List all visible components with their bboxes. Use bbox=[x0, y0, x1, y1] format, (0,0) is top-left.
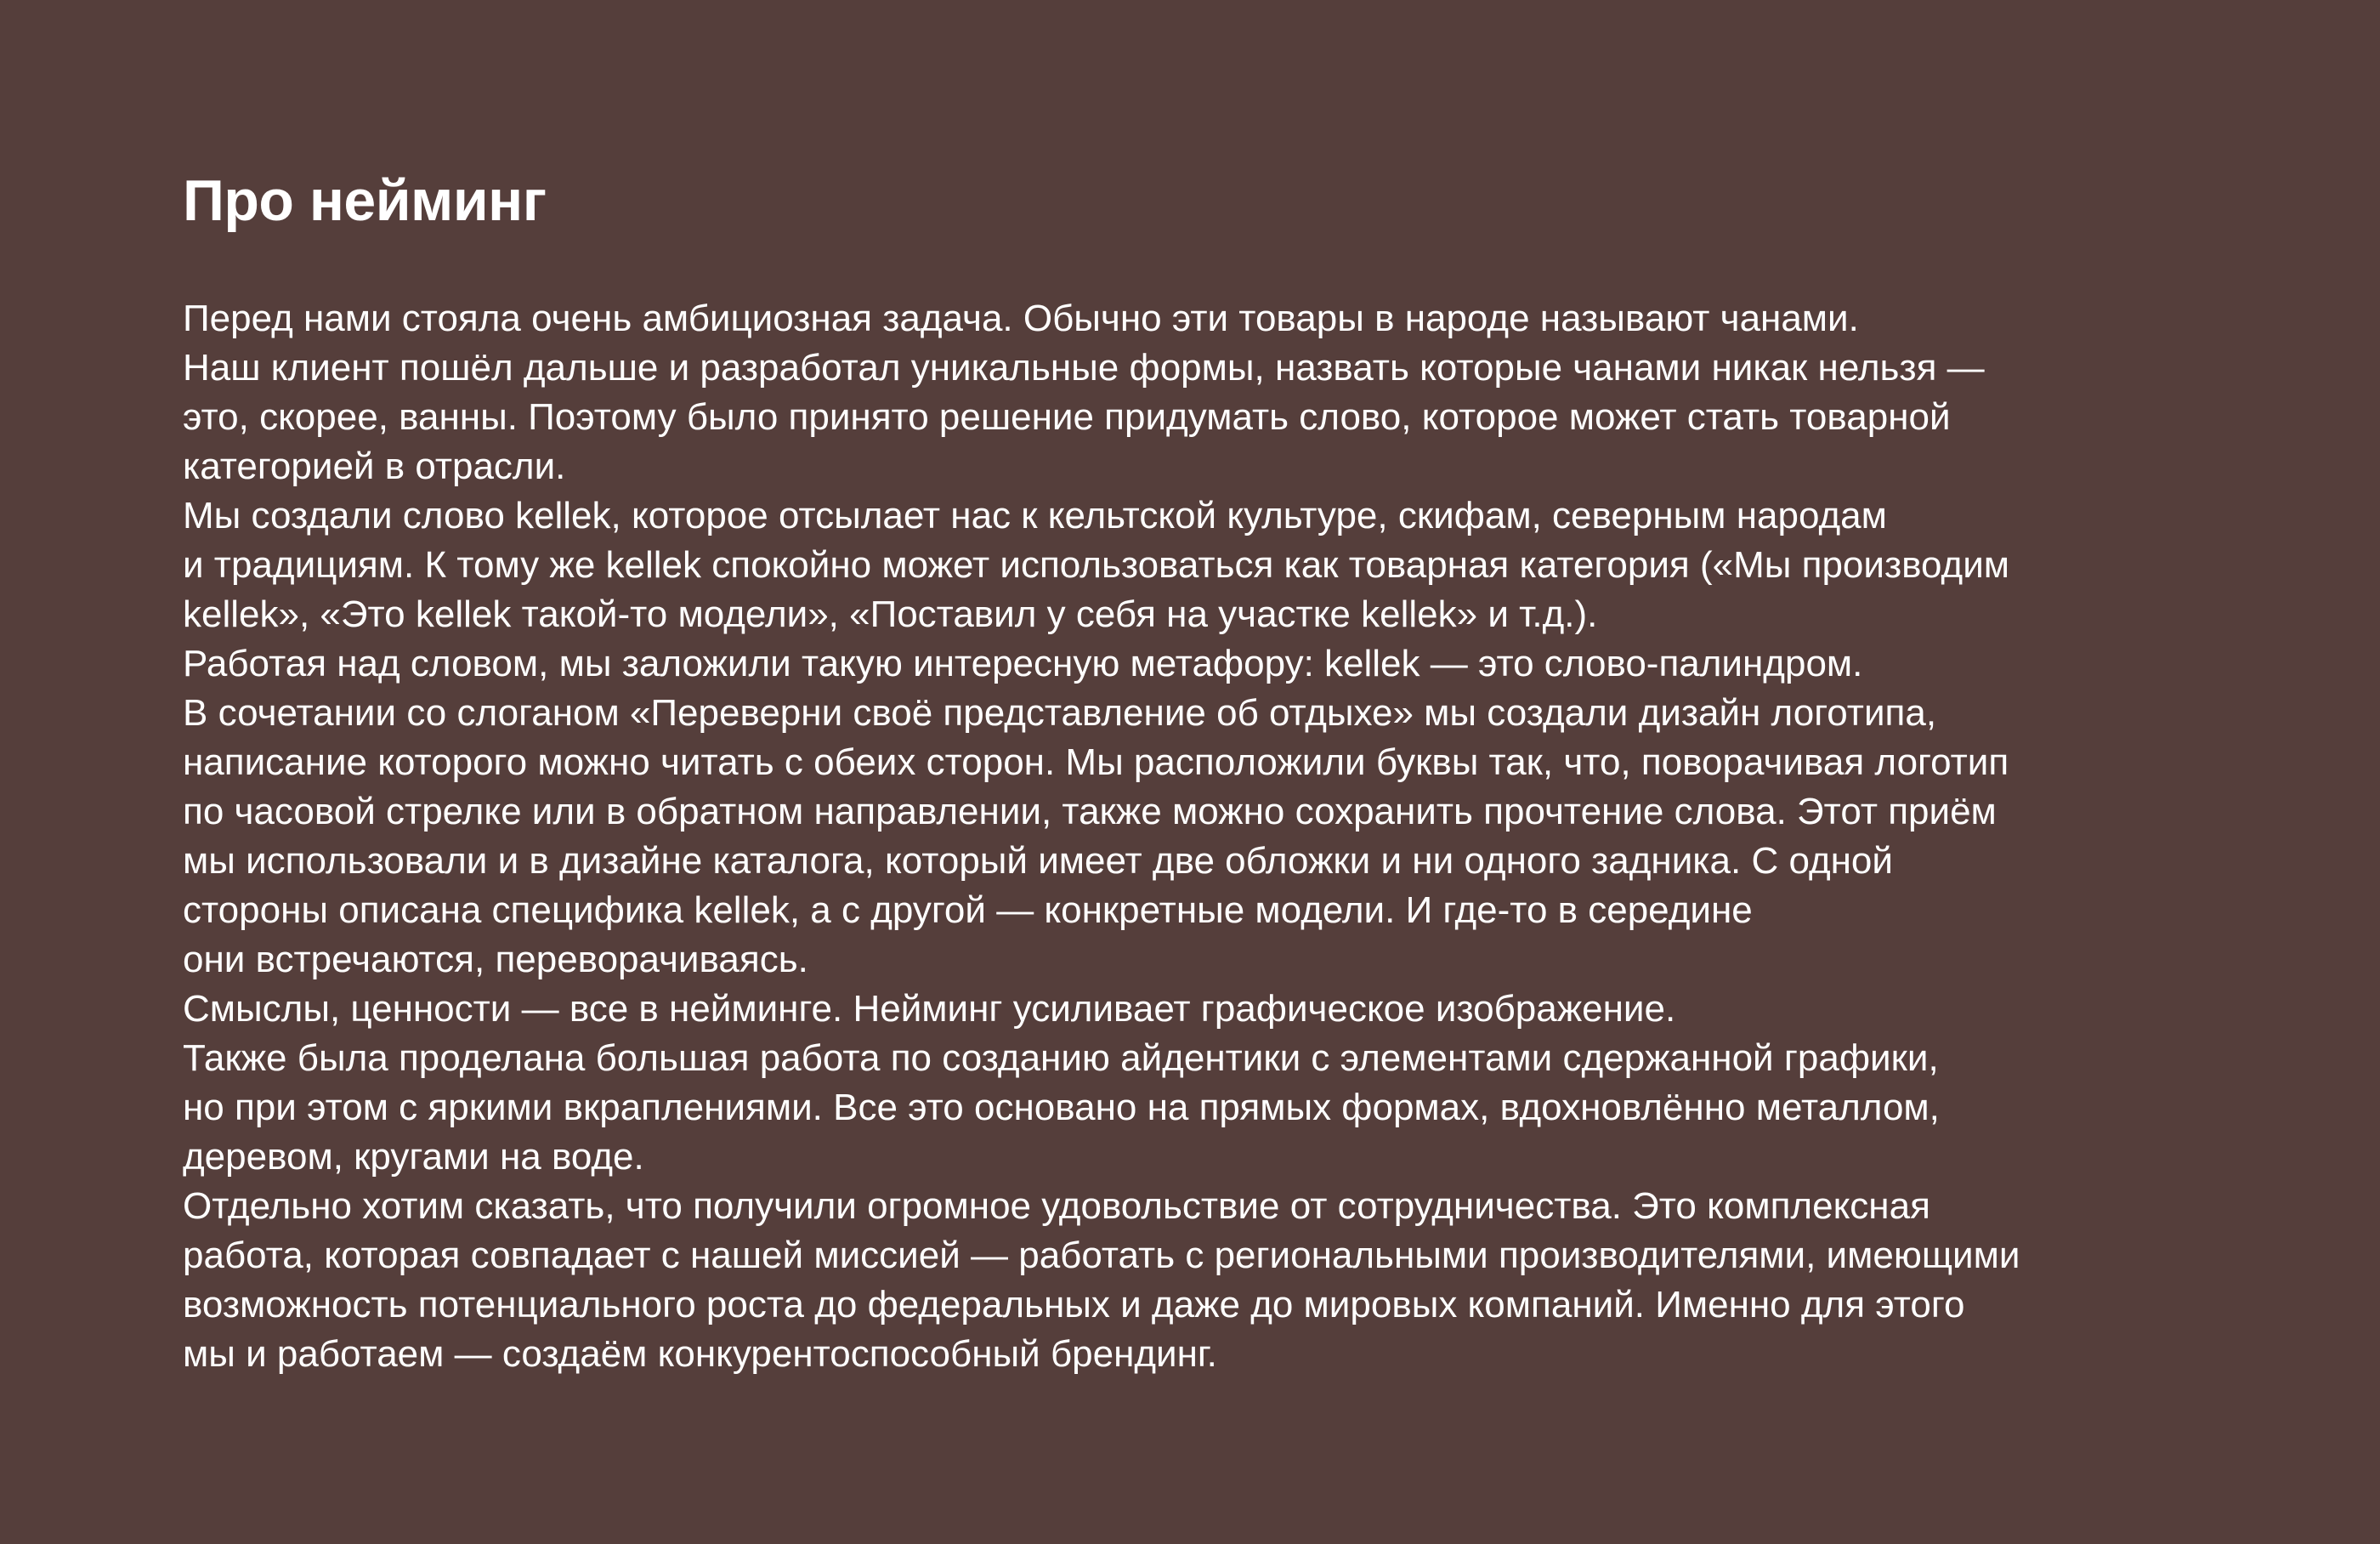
text-line: Отдельно хотим сказать, что получили огромное удовольствие от сотрудничества. Это комплексная bbox=[183, 1185, 1930, 1227]
text-line: деревом, кругами на воде. bbox=[183, 1136, 644, 1178]
text-line: В сочетании со слоганом «Переверни своё представление об отдыхе» мы создали дизайн логотипа, bbox=[183, 692, 1937, 734]
text-line: Перед нами стояла очень амбициозная задача. Обычно эти товары в народе называют чанами. bbox=[183, 298, 1859, 339]
body-text bbox=[183, 294, 2291, 1379]
text-line: возможность потенциального роста до федеральных и даже до мировых компаний. Именно для этого bbox=[183, 1284, 1965, 1325]
text-line: работа, которая совпадает с нашей миссией — работать с региональными производителями, имеющими bbox=[183, 1235, 2020, 1276]
text-line: и традициям. К тому же kellek спокойно может использоваться как товарная категория («Мы производим bbox=[183, 544, 2010, 586]
text-line: Наш клиент пошёл дальше и разработал уникальные формы, назвать которые чанами никак нельзя — bbox=[183, 347, 1985, 389]
text-line: мы использовали и в дизайне каталога, который имеет две обложки и ни одного задника. С одной bbox=[183, 840, 1893, 882]
text-line: это, скорее, ванны. Поэтому было принято решение придумать слово, которое может стать товарной bbox=[183, 396, 1951, 438]
text-line: Работая над словом, мы заложили такую интересную метафору: kellek — это слово-палиндром. bbox=[183, 643, 1863, 684]
text-line: стороны описана специфика kellek, а с другой — конкретные модели. И где-то в середине bbox=[183, 889, 1753, 931]
text-line: kellek», «Это kellek такой-то модели», «Поставил у себя на участке kellek» и т.д.). bbox=[183, 593, 1598, 635]
text-line: Также была проделана большая работа по созданию айдентики с элементами сдержанной графики, bbox=[183, 1037, 1939, 1079]
text-line: Мы создали слово kellek, которое отсылает нас к кельтской культуре, скифам, северным народам bbox=[183, 495, 1887, 536]
text-line: категорией в отрасли. bbox=[183, 446, 566, 487]
text-line: Смыслы, ценности — все в нейминге. Нейминг усиливает графическое изображение. bbox=[183, 988, 1676, 1030]
text-line: они встречаются, переворачиваясь. bbox=[183, 939, 808, 980]
section-heading: Про нейминг bbox=[183, 168, 547, 233]
text-line: мы и работаем — создаём конкурентоспособный брендинг. bbox=[183, 1333, 1217, 1375]
text-line: написание которого можно читать с обеих сторон. Мы расположили буквы так, что, поворачивая логотип bbox=[183, 741, 2009, 783]
text-line: по часовой стрелке или в обратном направлении, также можно сохранить прочтение слова. Этот приём bbox=[183, 791, 1997, 832]
text-line: но при этом с яркими вкраплениями. Все это основано на прямых формах, вдохновлённо металлом, bbox=[183, 1087, 1940, 1128]
